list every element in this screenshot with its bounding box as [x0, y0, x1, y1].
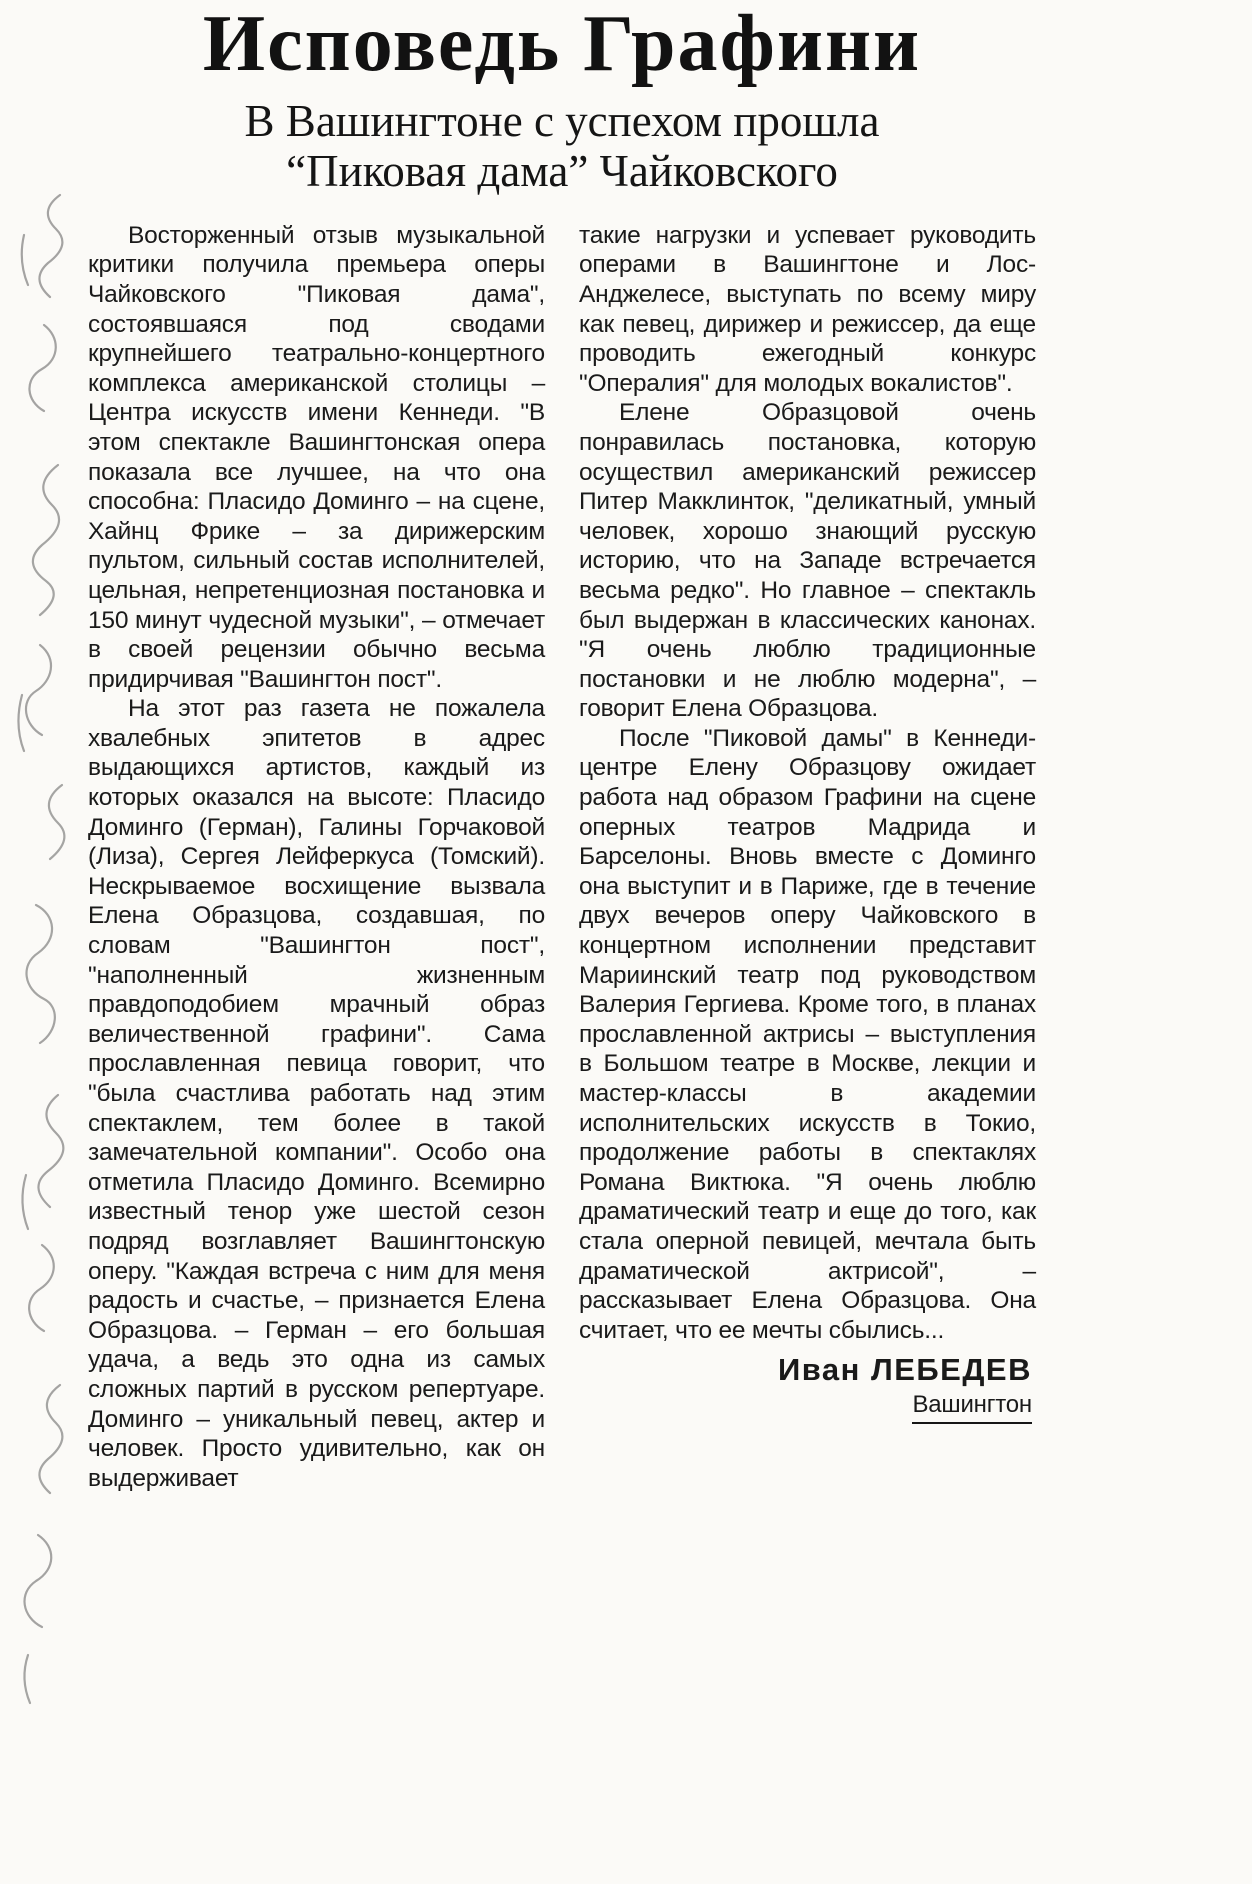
column-right — [579, 221, 1036, 1494]
margin-handwriting — [0, 175, 92, 1735]
subtitle-line-2: “Пиковая дама” Чайковского — [286, 146, 838, 197]
column-left — [88, 221, 545, 1494]
article-headline: Исповедь Графини — [202, 0, 922, 88]
article-paragraph: такие нагрузки и успевает руководить операми в Вашингтоне и Лос-Анджелесе, выступать по всему миру как певец, дирижер и режиссер, да еще проводить ежегодный конкурс "Опералия" для молодых вокалистов". — [579, 221, 1036, 397]
article-paragraph: Елене Образцовой очень понравилась постановка, которую осуществил американский режиссер Питер Макклинток, "деликатный, умный человек, хорошо знающий русскую историю, что на Западе встречается весьма редко". Но главное – спектакль был выдержан в классических канонах. "Я очень люблю традиционные постановки и не люблю модерна", – говорит Елена Образцова. — [579, 399, 1036, 723]
byline-location: Вашингтон — [912, 1390, 1032, 1424]
byline — [579, 1352, 1036, 1423]
subtitle-line-1: В Вашингтоне с успехом прошла — [244, 96, 880, 146]
article — [88, 0, 1036, 1493]
article-paragraph: После "Пиковой дамы" в Кеннеди-центре Елену Образцову ожидает работа над образом Графини на сцене оперных театров Мадрида и Барселоны. Вновь вместе с Доминго она выступит и в Париже, где в течение двух вечеров оперу Чайковского в концертном исполнении представит Мариинский театр под руководством Валерия Гергиева. Кроме того, в планах прославленной актрисы – выступления в Большом театре в Москве, лекции и мастер-классы в академии исполнительских искусств в Токио, продолжение работы в спектаклях Романа Виктюка. "Я очень люблю драматический театр и еще до того, как стала оперной певицей, мечтала быть драматической актрисой", – рассказывает Елена Образцова. Она считает, что ее мечты сбылись... — [579, 724, 1036, 1344]
article-subtitle — [88, 96, 1036, 197]
article-paragraph: На этот раз газета не пожалела хвалебных эпитетов в адрес выдающихся артистов, каждый из которых оказался на высоте: Пласидо Доминго (Герман), Галины Горчаковой (Лиза), Сергея Лейферкуса (Томский). Нескрываемое восхищение вызвала Елена Образцова, создавшая, по словам "Вашингтон пост", "наполненный жизненным правдоподобием мрачный образ величественной графини". Сама прославленная певица говорит, что "была счастлива работать над этим спектаклем, тем более в такой замечательной компании". Особо она отметила Пласидо Доминго. Всемирно известный тенор уже шестой сезон подряд возглавляет Вашингтонскую оперу. "Каждая встреча с ним для меня радость и счастье, – признается Елена Образцова. – Герман – его большая удача, а ведь это одна из самых сложных партий в русском репертуаре. Доминго – уникальный певец, актер и человек. Просто удивительно, как он выдерживает — [88, 695, 545, 1492]
article-paragraph: Восторженный отзыв музыкальной критики получила премьера оперы Чайковского "Пиковая дама", состоявшаяся под сводами крупнейшего театрально-концертного комплекса американской столицы – Центра искусств имени Кеннеди. "В этом спектакле Вашингтонская опера показала все лучшее, на что она способна: Пласидо Доминго – на сцене, Хайнц Фрике – за дирижерским пультом, сильный состав исполнителей, цельная, непретенциозная постановка и 150 минут чудесной музыки", – отмечает в своей рецензии обычно весьма придирчивая "Вашингтон пост". — [88, 221, 545, 693]
article-body — [88, 221, 1036, 1494]
byline-author: Иван ЛЕБЕДЕВ — [777, 1352, 1032, 1388]
